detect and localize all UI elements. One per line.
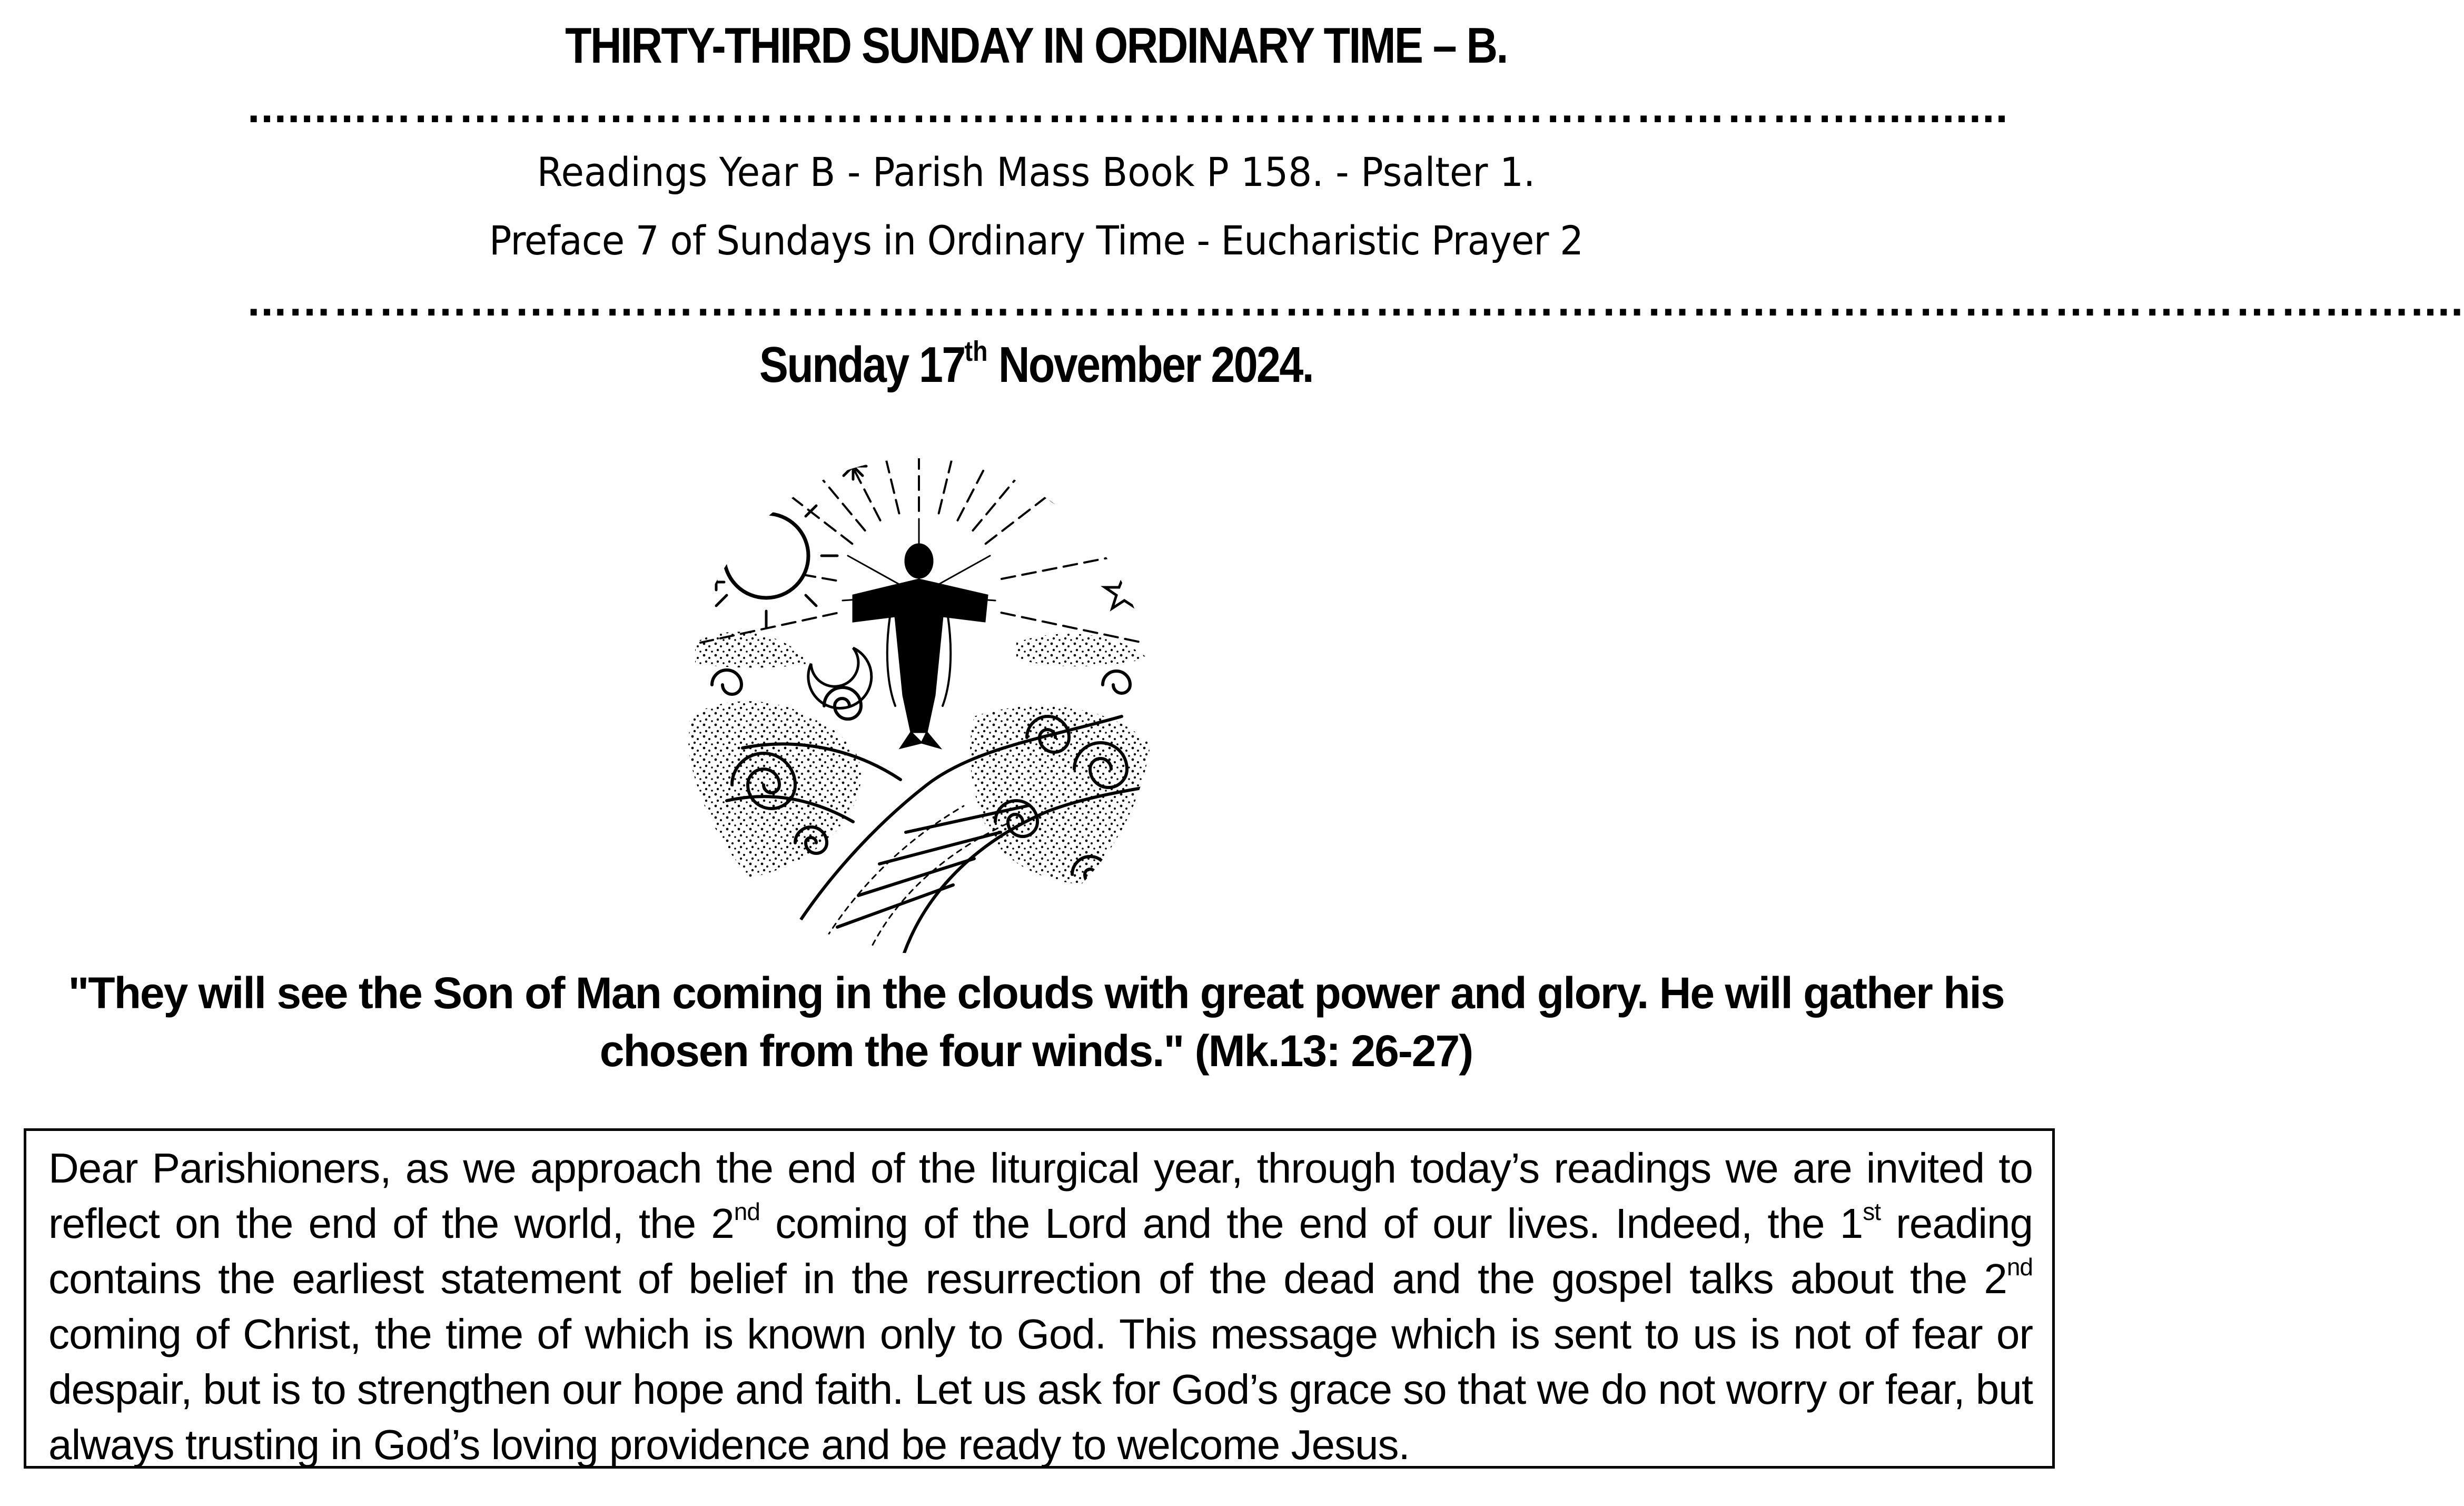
letter-ordinal-2: st xyxy=(1863,1198,1881,1225)
dotted-separator-top: .........………………………………………………………………………………………........... xyxy=(248,82,2009,132)
ascending-christ-in-cosmos-icon xyxy=(679,421,1159,964)
date-day: Sunday 17 xyxy=(759,337,965,393)
pastoral-letter xyxy=(48,1140,2033,1472)
readings-line: Readings Year B - Parish Mass Book P 158. - Psalter 1. xyxy=(537,149,1536,195)
date-month-year: November 2024. xyxy=(987,337,1313,393)
letter-ordinal-3: nd xyxy=(2006,1253,2033,1281)
letter-text-part-3: reading contains the earliest statement of belief in the resurrection of the dead and the gospel talks about the 2 xyxy=(48,1200,2033,1302)
dotted-separator-bottom: ...………………………………………………………………………………………………………………………...….... xyxy=(248,275,2464,325)
date-ordinal-suffix: th xyxy=(964,336,988,367)
letter-text-part-4: coming of Christ, the time of which is known only to God. This message which is sent to us is not of fear or despair, but is to strengthen our hope and faith. Let us ask for God’s grace so that we do not worry or fear, but always trusting in God’s loving providence and be ready to welcome Jesus. xyxy=(48,1311,2033,1468)
page-title: THIRTY-THIRD SUNDAY IN ORDINARY TIME – B. xyxy=(565,17,1507,74)
letter-text-part-1: Dear Parishioners, as we approach the end of the liturgical year, through today’s readings we are invited to reflect on the end of the world, the 2 xyxy=(48,1145,2033,1247)
service-date xyxy=(145,331,1927,399)
letter-ordinal-1: nd xyxy=(734,1198,760,1225)
gospel-quote: "They will see the Son of Man coming in the clouds with great power and glory. He will gather his chosen from the four winds." (Mk.13: 26-27) xyxy=(68,968,2004,1076)
letter-text-part-2: coming of the Lord and the end of our lives. Indeed, the 1 xyxy=(759,1200,1863,1247)
preface-line: Preface 7 of Sundays in Ordinary Time - Eucharistic Prayer 2 xyxy=(489,217,1584,264)
pastoral-letter-box xyxy=(24,1128,2055,1469)
